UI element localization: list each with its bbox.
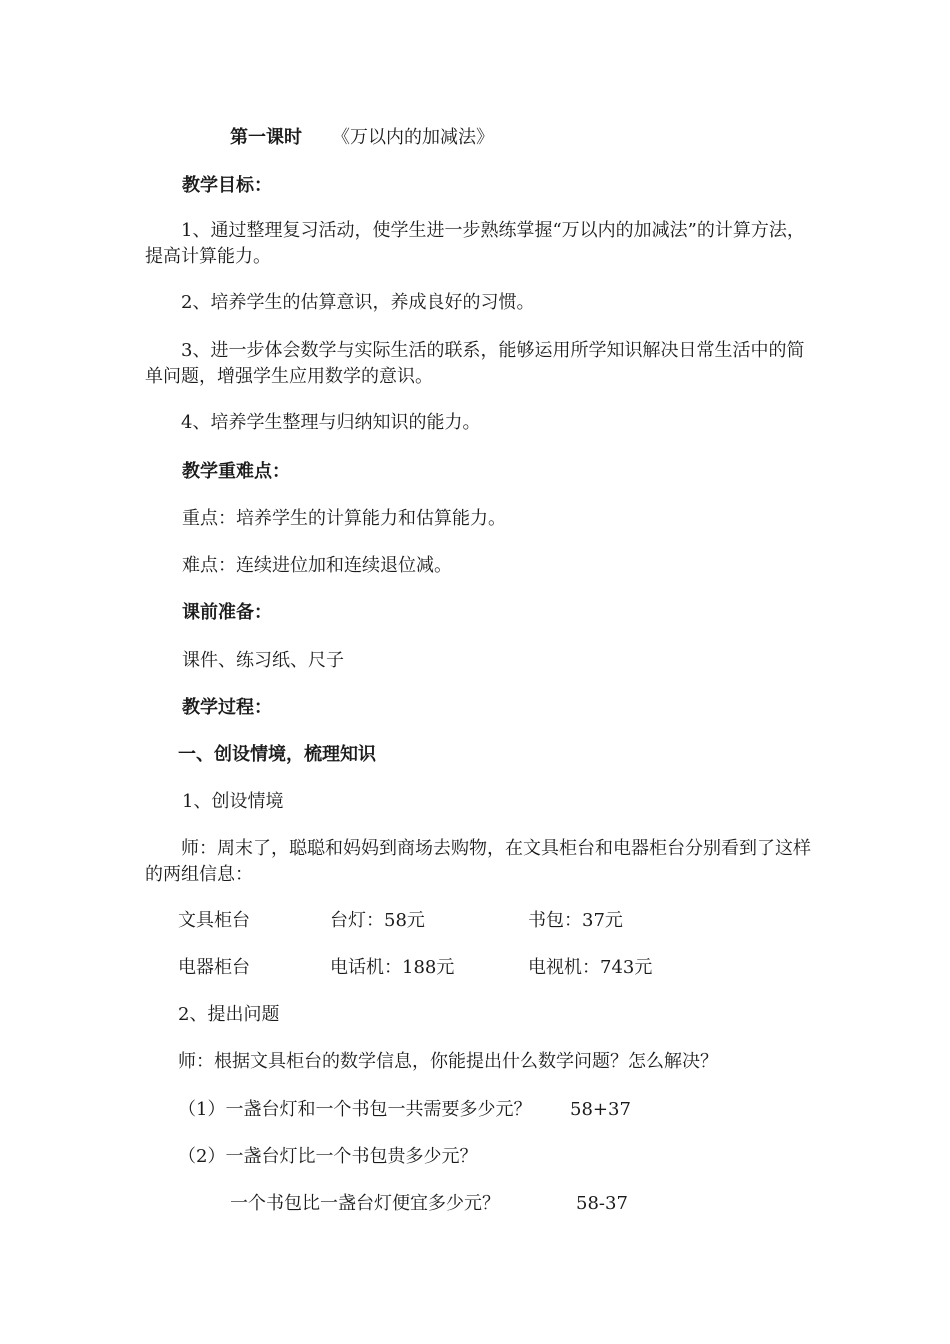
process-heading: 教学过程： [182, 697, 272, 718]
item-price: 书包：37元 [528, 910, 623, 931]
item-price: 台灯：58元 [330, 910, 425, 931]
question-1-expression: 58+37 [570, 1099, 631, 1120]
question-2b [0, 1192, 950, 1216]
counter-name: 文具柜台 [178, 910, 250, 931]
goals-heading: 教学目标： [182, 175, 272, 196]
step-2-label: 2、提出问题 [178, 1004, 280, 1025]
goal-item-3: 3、进一步体会数学与实际生活的联系，能够运用所学知识解决日常生活中的简单问题，增强学生应用数学的意识。 [145, 340, 805, 387]
goal-item-1: 1、通过整理复习活动，使学生进一步熟练掌握“万以内的加减法”的计算方法，提高计算能力。 [145, 220, 805, 267]
question-2b-text: 一个书包比一盏台灯便宜多少元？ [230, 1193, 500, 1214]
teacher-question: 师：根据文具柜台的数学信息，你能提出什么数学问题？怎么解决？ [178, 1051, 718, 1072]
question-2-text: （2）一盏台灯比一个书包贵多少元？ [178, 1146, 478, 1167]
section-1-heading: 一、创设情境，梳理知识 [178, 744, 376, 765]
prep-text: 课件、练习纸、尺子 [182, 650, 344, 671]
keypoints-heading: 教学重难点： [182, 461, 290, 482]
question-1-text: （1）一盏台灯和一个书包一共需要多少元？ [178, 1099, 532, 1120]
goal-item-2: 2、培养学生的估算意识，养成良好的习惯。 [181, 292, 535, 313]
lesson-title [230, 126, 494, 150]
goal-item-4: 4、培养学生整理与归纳知识的能力。 [181, 412, 481, 433]
lesson-topic: 《万以内的加减法》 [332, 127, 494, 148]
keypoint-text: 重点：培养学生的计算能力和估算能力。 [182, 508, 506, 529]
teacher-intro-paragraph: 师：周末了，聪聪和妈妈到商场去购物，在文具柜台和电器柜台分别看到了这样的两组信息： [145, 838, 811, 885]
prep-heading: 课前准备： [182, 602, 272, 623]
question-2-expression: 58-37 [576, 1193, 628, 1214]
item-price: 电视机：743元 [528, 957, 653, 978]
item-price: 电话机：188元 [330, 957, 455, 978]
table-row [0, 956, 950, 980]
question-1 [0, 1098, 950, 1122]
table-row [0, 909, 950, 933]
counter-name: 电器柜台 [178, 957, 250, 978]
step-1-label: 1、创设情境 [182, 791, 284, 812]
difficulty-text: 难点：连续进位加和连续退位减。 [182, 555, 452, 576]
lesson-number: 第一课时 [230, 127, 302, 148]
